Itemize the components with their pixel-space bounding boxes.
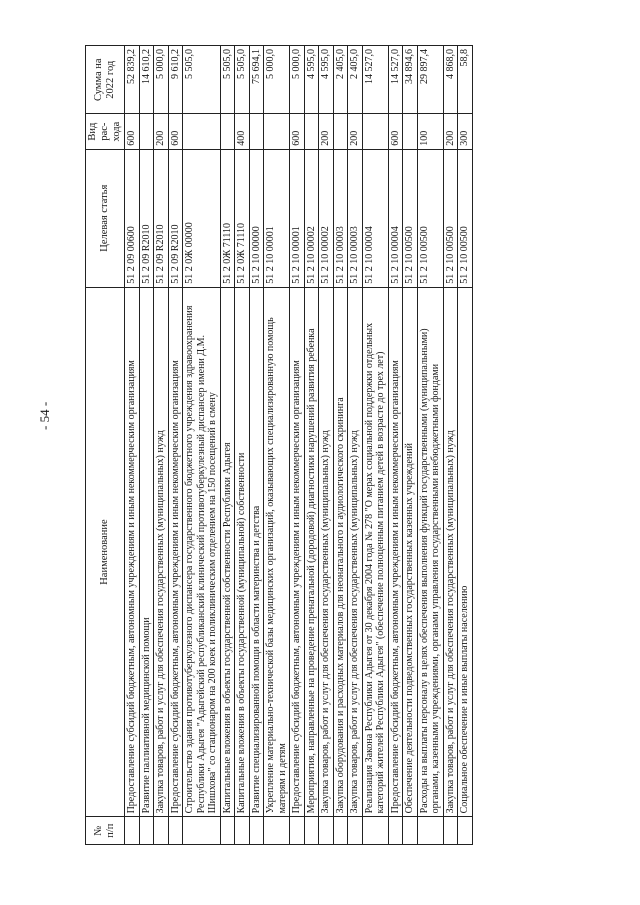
table-row <box>168 46 183 845</box>
budget-table-container <box>85 45 473 845</box>
cell-name: Капитальные вложения в объекты государственной (муниципальной) собственности <box>235 287 250 817</box>
cell-vid <box>139 114 154 149</box>
cell-no <box>304 817 319 845</box>
table-row <box>154 46 169 845</box>
table-row <box>388 46 403 845</box>
cell-no <box>183 817 221 845</box>
cell-no <box>458 817 473 845</box>
cell-sum: 2 405,0 <box>348 46 363 114</box>
cell-sum: 14 527,0 <box>362 46 388 114</box>
table-row <box>139 46 154 845</box>
cell-code: 51 2 09 00600 <box>125 149 140 287</box>
cell-code: 51 2 10 00500 <box>443 149 458 287</box>
cell-name: Капитальные вложения в объекты государственной собственности Республики Адыгея <box>220 287 235 817</box>
table-row <box>403 46 418 845</box>
table-row <box>417 46 443 845</box>
cell-sum: 5 000,0 <box>154 46 169 114</box>
header-name: Наименование <box>86 287 125 817</box>
cell-name: Предоставление субсидий бюджетным, автономным учреждениям и иным некоммерческим организациям <box>125 287 140 817</box>
table-row <box>458 46 473 845</box>
cell-name: Развитие специализированной помощи в области материнства и детства <box>249 287 264 817</box>
cell-no <box>388 817 403 845</box>
cell-code: 51 2 10 00004 <box>362 149 388 287</box>
cell-no <box>403 817 418 845</box>
cell-sum: 5 505,0 <box>220 46 235 114</box>
cell-code: 51 2 10 00000 <box>249 149 264 287</box>
cell-name: Мероприятия, направленные на проведение пренатальной (дородовой) диагностики нарушений развития ребенка <box>304 287 319 817</box>
cell-no <box>319 817 334 845</box>
cell-vid: 200 <box>319 114 334 149</box>
cell-code: 51 2 0Ж 00000 <box>183 149 221 287</box>
cell-name: Закупка товаров, работ и услуг для обеспечения государственных (муниципальных) нужд <box>319 287 334 817</box>
table-row <box>304 46 319 845</box>
cell-vid: 600 <box>125 114 140 149</box>
cell-vid <box>249 114 264 149</box>
cell-vid: 200 <box>154 114 169 149</box>
cell-sum: 34 894,6 <box>403 46 418 114</box>
cell-sum: 75 694,1 <box>249 46 264 114</box>
cell-no <box>235 817 250 845</box>
cell-no <box>443 817 458 845</box>
cell-code: 51 2 10 00500 <box>458 149 473 287</box>
cell-name: Обеспечение деятельности подведомственных государственных казенных учреждений <box>403 287 418 817</box>
cell-no <box>125 817 140 845</box>
cell-code: 51 2 10 00002 <box>304 149 319 287</box>
budget-table <box>85 45 473 845</box>
cell-sum: 2 405,0 <box>333 46 348 114</box>
table-row <box>183 46 221 845</box>
cell-sum: 5 505,0 <box>235 46 250 114</box>
cell-name: Предоставление субсидий бюджетным, автономным учреждениям и иным некоммерческим организациям <box>168 287 183 817</box>
cell-name: Реализация Закона Республики Адыгея от 30 декабря 2004 года № 278 "О мерах социальной поддержки отдельных категорий жителей Республики Адыгея" (обеспечение полноценным питанием детей в возрасте до трех лет) <box>362 287 388 817</box>
cell-vid: 600 <box>388 114 403 149</box>
cell-code: 51 2 10 00002 <box>319 149 334 287</box>
header-vid: Вид рас-хода <box>86 114 125 149</box>
header-code: Целевая статья <box>86 149 125 287</box>
cell-no <box>139 817 154 845</box>
cell-no <box>348 817 363 845</box>
cell-code: 51 2 10 00500 <box>417 149 443 287</box>
cell-code: 51 2 09 R2010 <box>154 149 169 287</box>
cell-name: Предоставление субсидий бюджетным, автономным учреждениям и иным некоммерческим организациям <box>290 287 305 817</box>
cell-no <box>264 817 290 845</box>
table-row <box>362 46 388 845</box>
cell-no <box>417 817 443 845</box>
table-row <box>290 46 305 845</box>
cell-name: Закупка оборудования и расходных материалов для неонатального и аудиологического скрининга <box>333 287 348 817</box>
cell-code: 51 2 09 R2010 <box>139 149 154 287</box>
cell-no <box>249 817 264 845</box>
table-row <box>125 46 140 845</box>
cell-no <box>362 817 388 845</box>
cell-sum: 14 527,0 <box>388 46 403 114</box>
table-row <box>249 46 264 845</box>
table-row <box>235 46 250 845</box>
cell-code: 51 2 0Ж 71110 <box>235 149 250 287</box>
cell-code: 51 2 10 00001 <box>290 149 305 287</box>
cell-code: 51 2 10 00003 <box>348 149 363 287</box>
table-row <box>264 46 290 845</box>
cell-name: Расходы на выплаты персоналу в целях обеспечения выполнения функций государственными (муниципальными) органами, казенными учреждениями, органами управления государственными внебюджетными фондами <box>417 287 443 817</box>
table-row <box>319 46 334 845</box>
cell-name: Строительство здания противотуберкулезного диспансера государственного бюджетного учреждения здравоохранения Республики Адыгея "Адыгейский республиканский клинический противотуберкулезный диспансер имени Д.М. Шишхова" со стационаром на 200 коек и поликлиническим отделением на 150 посещений в смену <box>183 287 221 817</box>
cell-code: 51 2 10 00500 <box>403 149 418 287</box>
cell-sum: 58,8 <box>458 46 473 114</box>
header-no: № п/п <box>86 817 125 845</box>
table-row <box>220 46 235 845</box>
cell-code: 51 2 10 00003 <box>333 149 348 287</box>
cell-code: 51 2 09 R2010 <box>168 149 183 287</box>
cell-code: 51 2 10 00001 <box>264 149 290 287</box>
cell-name: Социальное обеспечение и иные выплаты населению <box>458 287 473 817</box>
cell-vid: 100 <box>417 114 443 149</box>
cell-vid: 200 <box>348 114 363 149</box>
cell-no <box>220 817 235 845</box>
header-sum: Сумма на 2022 год <box>86 46 125 114</box>
cell-name: Предоставление субсидий бюджетным, автономным учреждениям и иным некоммерческим организациям <box>388 287 403 817</box>
cell-name: Укрепление материально-технической базы медицинских организаций, оказывающих специализированную помощь матерям и детям <box>264 287 290 817</box>
table-body <box>125 46 473 845</box>
cell-sum: 29 897,4 <box>417 46 443 114</box>
cell-sum: 4 868,0 <box>443 46 458 114</box>
cell-vid <box>304 114 319 149</box>
cell-name: Закупка товаров, работ и услуг для обеспечения государственных (муниципальных) нужд <box>348 287 363 817</box>
cell-vid <box>183 114 221 149</box>
cell-name: Закупка товаров, работ и услуг для обеспечения государственных (муниципальных) нужд <box>154 287 169 817</box>
cell-vid: 600 <box>290 114 305 149</box>
cell-no <box>168 817 183 845</box>
cell-vid <box>403 114 418 149</box>
cell-vid <box>220 114 235 149</box>
cell-sum: 4 595,0 <box>304 46 319 114</box>
table-row <box>443 46 458 845</box>
cell-sum: 52 839,2 <box>125 46 140 114</box>
cell-vid: 400 <box>235 114 250 149</box>
cell-sum: 9 610,2 <box>168 46 183 114</box>
cell-sum: 14 610,2 <box>139 46 154 114</box>
cell-no <box>154 817 169 845</box>
cell-sum: 5 000,0 <box>290 46 305 114</box>
cell-sum: 4 595,0 <box>319 46 334 114</box>
cell-vid: 200 <box>443 114 458 149</box>
cell-name: Развитие паллиативной медицинской помощи <box>139 287 154 817</box>
cell-vid <box>333 114 348 149</box>
cell-vid <box>264 114 290 149</box>
cell-name: Закупка товаров, работ и услуг для обеспечения государственных (муниципальных) нужд <box>443 287 458 817</box>
cell-code: 51 2 10 00004 <box>388 149 403 287</box>
cell-sum: 5 000,0 <box>264 46 290 114</box>
cell-vid: 600 <box>168 114 183 149</box>
table-row <box>333 46 348 845</box>
table-row <box>348 46 363 845</box>
cell-code: 51 2 0Ж 71110 <box>220 149 235 287</box>
table-header-row <box>86 46 125 845</box>
cell-no <box>290 817 305 845</box>
cell-vid: 300 <box>458 114 473 149</box>
cell-sum: 5 505,0 <box>183 46 221 114</box>
cell-no <box>333 817 348 845</box>
cell-vid <box>362 114 388 149</box>
page-number: - 54 - <box>37 401 52 430</box>
